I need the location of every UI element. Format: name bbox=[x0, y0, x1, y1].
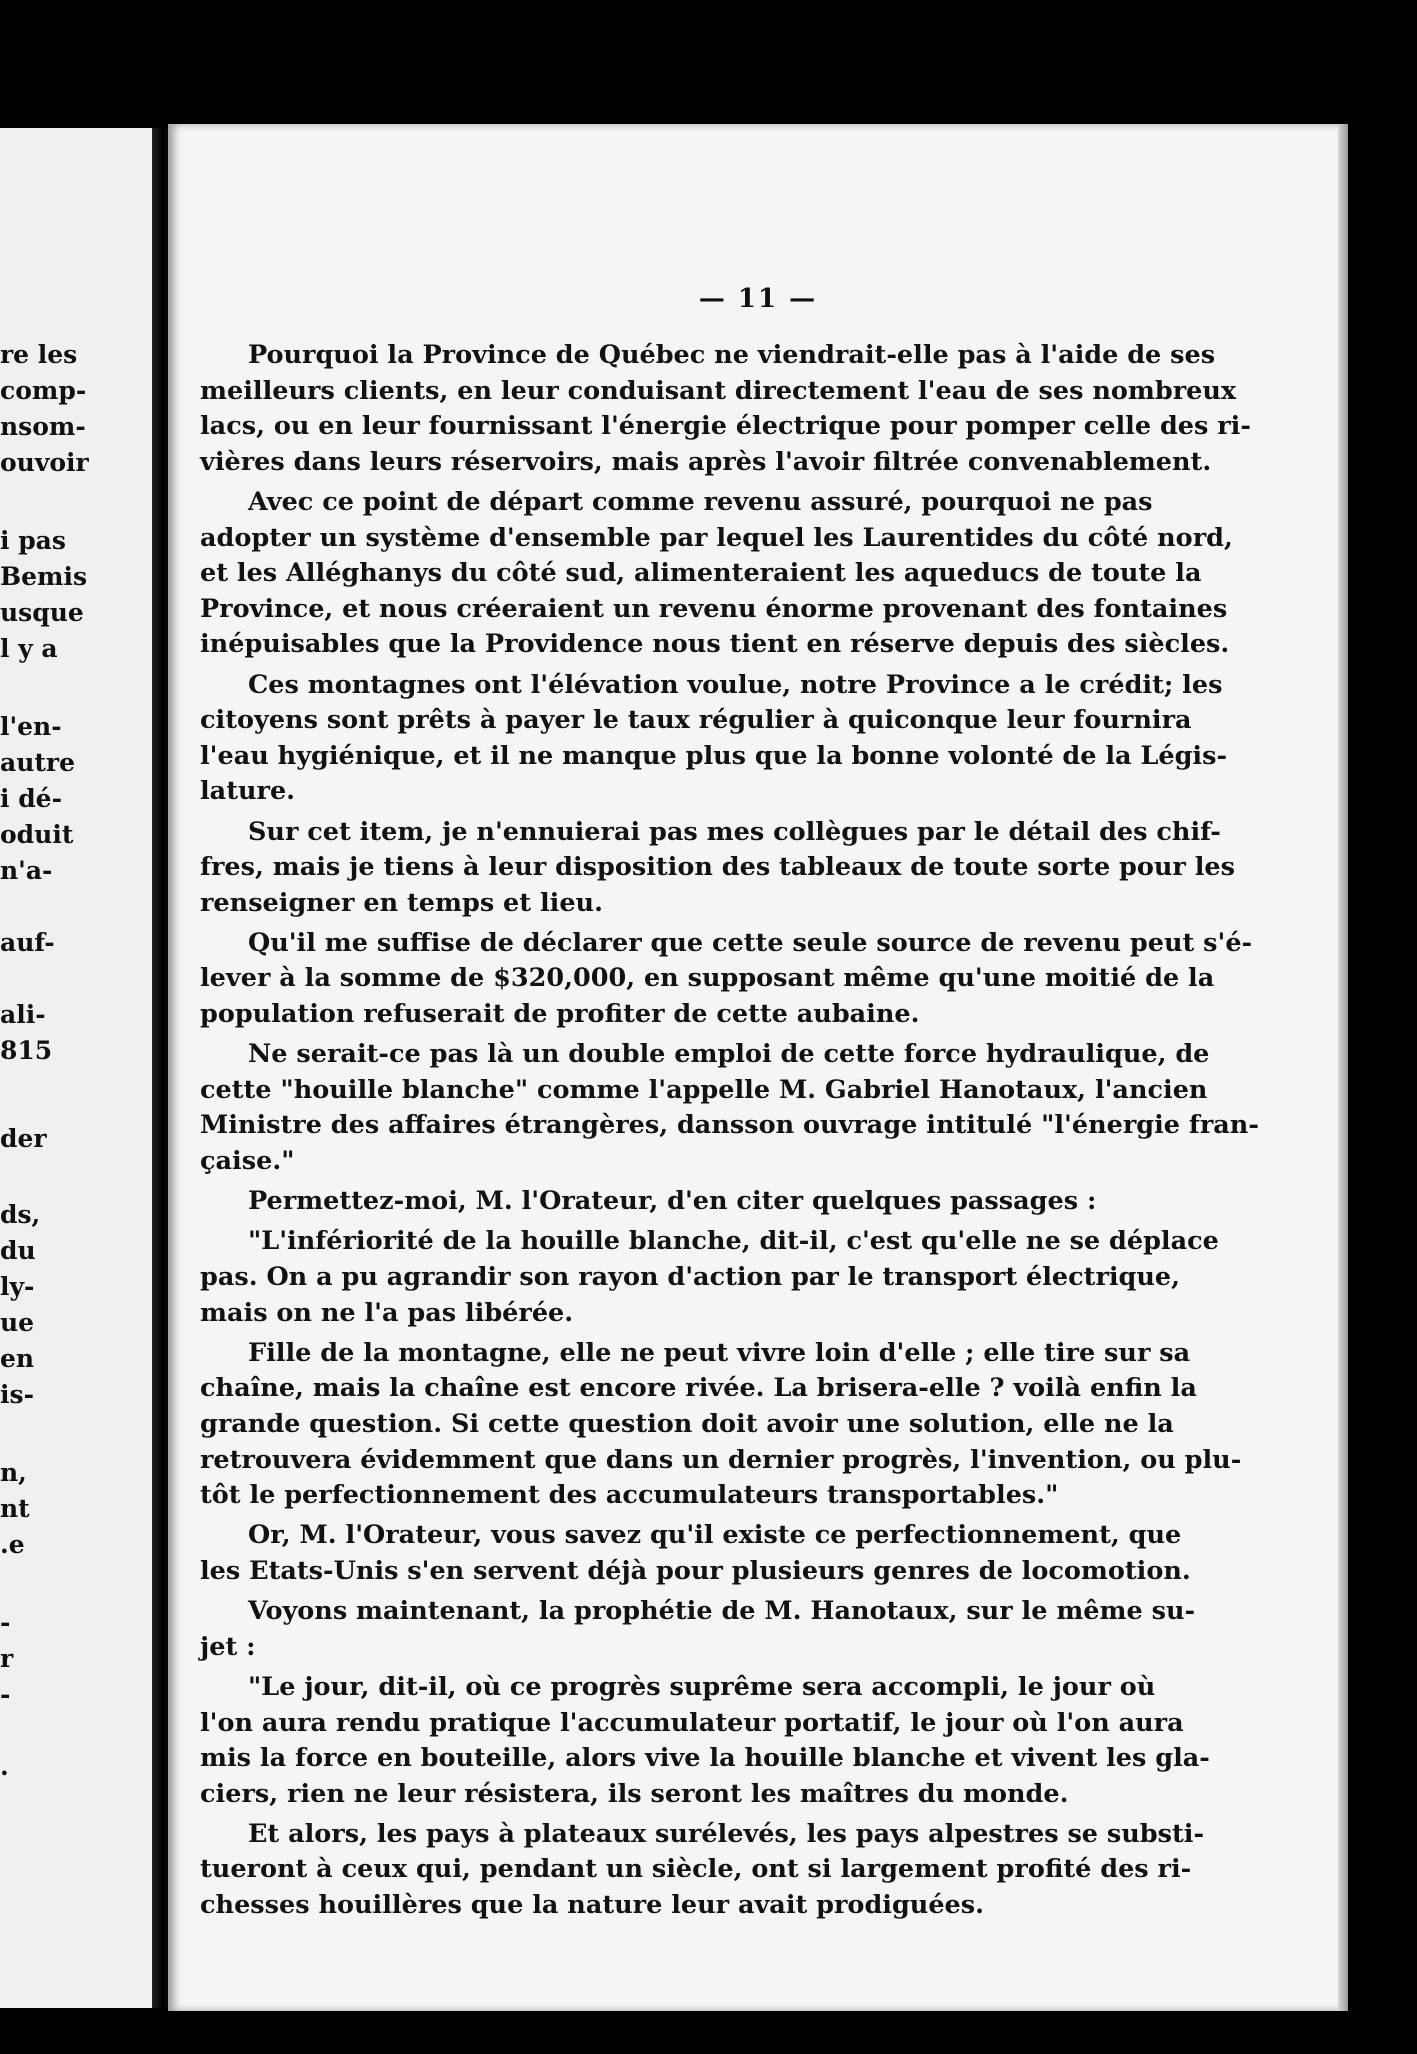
text-line: Et alors, les pays à plateaux surélevés, les pays alpestres se substi- bbox=[248, 1818, 1205, 1849]
text-line: Pourquoi la Province de Québec ne viendrait-elle pas à l'aide de ses bbox=[248, 340, 1216, 370]
text-line: chesses houillères que la nature leur avait prodiguées. bbox=[200, 1890, 985, 1921]
text-line: tôt le perfectionnement des accumulateurs transportables." bbox=[200, 1480, 1059, 1511]
text-line: "L'infériorité de la houille blanche, dit-il, c'est qu'elle ne se déplace bbox=[248, 1226, 1219, 1257]
text-line: jet : bbox=[200, 1631, 256, 1662]
paragraph bbox=[200, 1224, 1220, 1331]
text-line: tueront à ceux qui, pendant un siècle, ont si largement profité des ri- bbox=[200, 1854, 1192, 1885]
text-line: Voyons maintenant, la prophétie de M. Hanotaux, sur le même su- bbox=[248, 1596, 1196, 1627]
left-page-fragment: usque bbox=[0, 598, 84, 627]
paragraph bbox=[200, 926, 1253, 1033]
left-page-fragment: l y a bbox=[0, 634, 58, 663]
text-line: renseigner en temps et lieu. bbox=[200, 887, 603, 918]
paragraph bbox=[200, 815, 1236, 922]
left-page-fragment: l'en- bbox=[0, 712, 62, 741]
text-line: vières dans leurs réservoirs, mais après l'avoir filtrée convenablement. bbox=[200, 446, 1212, 477]
text-line: Ne serait-ce pas là un double emploi de cette force hydraulique, de bbox=[248, 1039, 1210, 1070]
paragraph bbox=[200, 1817, 1220, 1924]
left-page-fragment: ouvoir bbox=[0, 448, 89, 477]
text-line: Ministre des affaires étrangères, dansson ouvrage intitulé "l'énergie fran- bbox=[200, 1110, 1259, 1141]
text-line: population refuserait de profiter de cette aubaine. bbox=[200, 999, 920, 1030]
paragraph bbox=[200, 1518, 1220, 1589]
left-page-fragment: auf- bbox=[0, 928, 55, 957]
text-line: çaise." bbox=[200, 1146, 295, 1177]
paragraph bbox=[200, 1184, 1220, 1220]
left-page-fragment: - bbox=[0, 1608, 11, 1637]
text-line: Qu'il me suffise de déclarer que cette seule source de revenu peut s'é- bbox=[248, 927, 1253, 958]
left-page-edge bbox=[0, 128, 160, 2008]
text-line: les Etats-Unis s'en servent déjà pour plusieurs genres de locomotion. bbox=[200, 1555, 1191, 1586]
body-text bbox=[200, 338, 1259, 1928]
left-page-fragment: en bbox=[0, 1344, 35, 1373]
text-line: Avec ce point de départ comme revenu assuré, pourquoi ne pas bbox=[248, 486, 1153, 517]
text-line: "Le jour, dit-il, où ce progrès suprême sera accompli, le jour où bbox=[248, 1671, 1156, 1702]
paragraph bbox=[200, 668, 1228, 810]
left-page-fragment: Bemis bbox=[0, 562, 88, 591]
left-page-fragment: ue bbox=[0, 1308, 35, 1337]
text-line: cette "houille blanche" comme l'appelle M. Gabriel Hanotaux, l'ancien bbox=[200, 1074, 1208, 1105]
text-line: Fille de la montagne, elle ne peut vivre loin d'elle ; elle tire sur sa bbox=[248, 1337, 1191, 1368]
left-page-fragment: re les bbox=[0, 340, 78, 369]
paragraph bbox=[200, 485, 1233, 663]
left-page-fragment: nsom- bbox=[0, 412, 86, 441]
left-page-fragment: - bbox=[0, 1680, 11, 1709]
left-page-fragment: i dé- bbox=[0, 784, 62, 813]
text-line: Permettez-moi, M. l'Orateur, d'en citer quelques passages : bbox=[248, 1186, 1097, 1217]
text-line: chaîne, mais la chaîne est encore rivée. La brisera-elle ? voilà enfin la bbox=[200, 1373, 1197, 1404]
left-page-fragment: autre bbox=[0, 748, 75, 777]
left-page-fragment: is- bbox=[0, 1380, 34, 1409]
text-line: citoyens sont prêts à payer le taux régulier à quiconque leur fournira bbox=[200, 705, 1192, 736]
text-line: fres, mais je tiens à leur disposition des tableaux de toute sorte pour les bbox=[200, 852, 1236, 883]
paragraph bbox=[200, 1336, 1242, 1514]
text-line: meilleurs clients, en leur conduisant directement l'eau de ses nombreux bbox=[200, 375, 1237, 406]
paragraph bbox=[200, 338, 1251, 480]
text-line: lacs, ou en leur fournissant l'énergie électrique pour pomper celle des ri- bbox=[200, 411, 1251, 442]
left-page-fragment: i pas bbox=[0, 526, 66, 555]
paragraph bbox=[200, 1594, 1220, 1665]
text-line: l'on aura rendu pratique l'accumulateur portatif, le jour où l'on aura bbox=[200, 1707, 1184, 1738]
text-line: lever à la somme de $320,000, en supposant même qu'une moitié de la bbox=[200, 963, 1215, 994]
left-page-fragment: n'a- bbox=[0, 856, 53, 885]
text-line: lature. bbox=[200, 776, 296, 807]
text-line: Ces montagnes ont l'élévation voulue, notre Province a le crédit; les bbox=[248, 669, 1223, 700]
paragraph bbox=[200, 1037, 1259, 1179]
page-number: — 11 — bbox=[698, 284, 818, 314]
page-edge bbox=[1338, 124, 1348, 2011]
text-line: inépuisables que la Providence nous tient en réserve depuis des siècles. bbox=[200, 629, 1230, 660]
text-line: mis la force en bouteille, alors vive la houille blanche et vivent les gla- bbox=[200, 1743, 1210, 1774]
left-page-fragment: 815 bbox=[0, 1036, 53, 1065]
left-page-fragment: ly- bbox=[0, 1272, 35, 1301]
text-line: grande question. Si cette question doit avoir une solution, elle ne la bbox=[200, 1408, 1174, 1439]
paragraph bbox=[200, 1670, 1220, 1812]
left-page-fragment: n, bbox=[0, 1458, 27, 1487]
left-page-fragment: nt bbox=[0, 1494, 30, 1523]
left-page-fragment: . bbox=[0, 1752, 9, 1781]
left-page-fragment: der bbox=[0, 1124, 47, 1153]
left-page-fragment: comp- bbox=[0, 376, 87, 405]
text-line: pas. On a pu agrandir son rayon d'action par le transport électrique, bbox=[200, 1262, 1181, 1292]
text-line: retrouvera évidemment que dans un dernier progrès, l'invention, ou plu- bbox=[200, 1444, 1242, 1475]
text-line: et les Alléghanys du côté sud, alimenteraient les aqueducs de toute la bbox=[200, 558, 1202, 589]
text-line: ciers, rien ne leur résistera, ils seront les maîtres du monde. bbox=[200, 1778, 1069, 1809]
left-page-fragment: oduit bbox=[0, 820, 74, 849]
document-page bbox=[168, 124, 1348, 2011]
text-line: mais on ne l'a pas libérée. bbox=[200, 1297, 574, 1328]
text-line: Province, et nous créeraient un revenu énorme provenant des fontaines bbox=[200, 593, 1228, 624]
left-page-fragment: r bbox=[0, 1644, 14, 1673]
left-page-fragment: ali- bbox=[0, 1000, 46, 1029]
left-page-fragment: ds, bbox=[0, 1200, 41, 1229]
text-line: Or, M. l'Orateur, vous savez qu'il existe ce perfectionnement, que bbox=[248, 1520, 1182, 1551]
left-page-fragment: .e bbox=[0, 1530, 25, 1559]
text-line: l'eau hygiénique, et il ne manque plus que la bonne volonté de la Légis- bbox=[200, 740, 1228, 771]
text-line: Sur cet item, je n'ennuierai pas mes collègues par le détail des chif- bbox=[248, 816, 1221, 847]
left-page-fragment: du bbox=[0, 1236, 36, 1265]
text-line: adopter un système d'ensemble par lequel les Laurentides du côté nord, bbox=[200, 522, 1233, 553]
